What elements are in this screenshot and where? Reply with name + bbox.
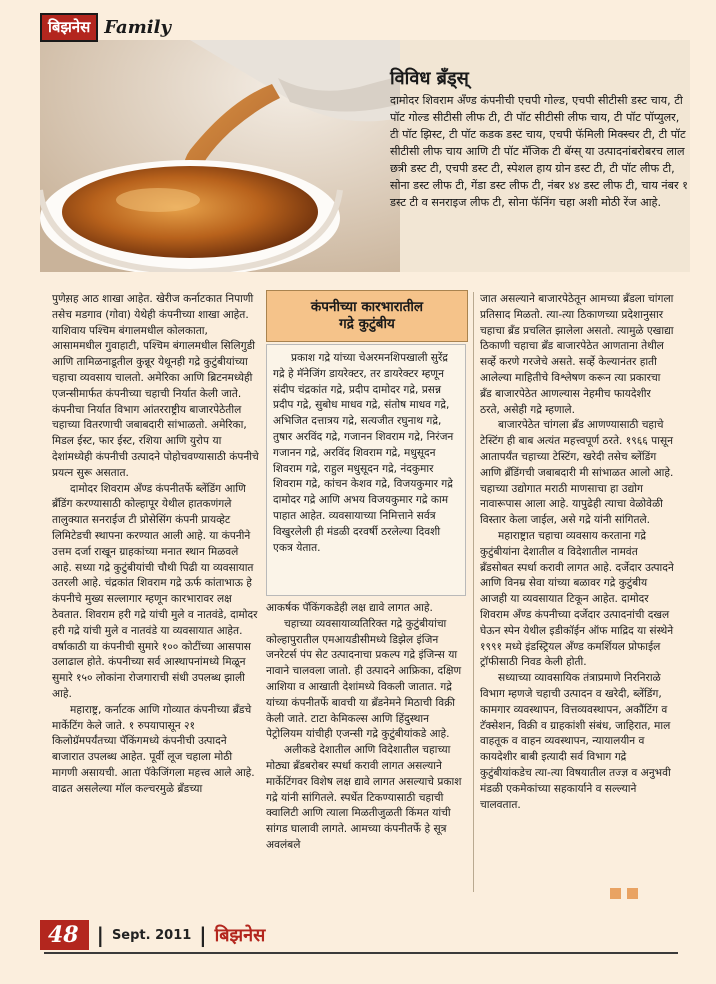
col1-paragraph-2: दामोदर शिवराम अँण्ड कंपनीतर्फे ब्लेंडिंग आणि ब्रँडिंग करण्यासाठी कोल्हापूर येथील हातकणंगले तालुक्यात सनराईज टी प्रोसेसिंग कंपनी प्रायव्हेट लिमिटेडची स्थापना करण्यात आली आहे. या कंपनीने उत्तम दर्जा राखून ग्राहकांच्या मनात स्थान मिळवले आहे. सध्या गद्रे कुटुंबीयांची चौथी पिढी या व्यवसायात उतरली आहे. चंद्रकांत शिवराम गद्रे ऊर्फ कांताभाऊ हे कंपनीचे मुख्य सल्लागार म्हणून कारभारावर लक्ष ठेवतात. शिवराम हरी गद्रे यांची मुले व नातवंडे, दामोदर हरी गद्रे यांची मुले व नातवंडे या व्यवसायात आहेत. वर्षाकाठी या कंपनीची सुमारे १०० कोटींच्या आसपास उलाढाल होते. कंपनीच्या सर्व आस्थापनांमध्ये मिळून सुमारे १५० लोकांना रोजगाराची संधी उपलब्ध झाली आहे. [52,482,258,700]
end-mark-square [610,888,621,899]
sidebar-box-heading [266,290,468,342]
col3-paragraph-1: जात असल्याने बाजारपेठेतून आमच्या ब्रँडला चांगला प्रतिसाद मिळतो. त्या-त्या ठिकाणच्या प्रदेशानुसार चहाचा ब्रँड प्रचलित झालेला असतो. त्यामुळे एखाद्या ठिकाणी चहाचा ब्रँड बाजारपेठेत आणताना तेथील सर्व्हे करणे गरजेचे असते. सर्व्हे केल्यानंतर हाती आलेल्या माहितीचे विश्लेषण करून त्या प्रकारचा ब्रँड बाजारपेठेत आणल्यास नेहमीच फायदेशीर ठरते, असेही गद्रे म्हणाले. [480,293,674,416]
column-1 [52,292,260,798]
footer-separator: | [96,923,104,947]
col1-paragraph-1: पुणेस़ह आठ शाखा आहेत. खेरीज कर्नाटकात निपाणी तसेच मडगाव (गोवा) येथेही कंपनीच्या शाखा आहेत. याशिवाय पश्चिम बंगालमधील कोलकाता, आसाममधील गुवाहाटी, पश्चिम बंगालमधील सिलिगुडी आणि तामिळनाडूतील कुन्नूर येथूनही गद्रे कुटुंबीयांच्या चहाचा व्यवसाय चालतो. अमेरिका आणि ब्रिटनमध्येही एजन्सीमार्फत कंपनीच्या चहाची निर्यात केली जाते. कंपनीचा निर्यात विभाग आंतरराष्ट्रीय बाजारपेठेतील चहाच्या वितरणाची जबाबदारी सांभाळतो. अमेरिका, मिडल ईस्ट, फार ईस्ट, रशिया आणि युरोप या देशांमध्येही कंपनीची उत्पादने पोहोचवण्यासाठी कंपनीचे प्रयत्न सुरू असतात. [52,293,259,479]
issue-date: Sept. 2011 [111,927,192,943]
page-footer [40,918,265,952]
masthead-brand: बिझनेस [40,13,98,42]
end-mark-square [627,888,638,899]
col3-paragraph-4: सध्याच्या व्यावसायिक तंत्राप्रमाणे निरनिराळे विभाग म्हणजे चहाची उत्पादन व खरेदी, ब्लेंडिंग, कामगार व्यवस्थापन, वित्तव्यवस्थापन, अकौंटिंग व टॅक्सेशन, विक्री व ग्राहकांशी संबंध, जाहिरात, माल वाहतूक व वाहन व्यवस्थापन, न्यायालयीन व कायदेशीर बाबी इत्यादी सर्व विभाग गद्रे कुटुंबीयांकडेच त्या-त्या विषयातील तज्ज्ञ व अनुभवी मंडळी एकमेकांच्या सहकार्याने व सल्ल्याने चालवतात. [480,672,671,811]
brands-title: विविध ब्रँड्स् [390,68,469,89]
footer-brand: बिझनेस [214,925,266,946]
tea-pouring-photo [40,40,400,272]
column-3 [480,292,674,813]
footer-rule [44,952,678,954]
sidebar-box-text: प्रकाश गद्रे यांच्या चेअरमनशिपखाली सुरेंद्र गद्रे हे मॅनेजिंग डायरेक्टर, तर डायरेक्टर म्हणून संदीप चंद्रकांत गद्रे, प्रदीप दामोदर गद्रे, प्रसन्न प्रदीप गद्रे, सुबोध माधव गद्रे, संतोष माधव गद्रे, अभिजित दत्तात्रय गद्रे, सत्यजीत रघुनाथ गद्रे, तुषार अरविंद गद्रे, गजानन शिवराम गद्रे, निरंजन गजानन गद्रे, अरविंद शिवराम गद्रे, मधुसूदन शिवराम गद्रे, राहुल मधुसूदन गद्रे, नंदकुमार शिवराम गद्रे, कांचन केशव गद्रे, विजयकुमार गद्रे दामोदर गद्रे आणि अभय विजयकुमार गद्रे काम पाहात आहेत. व्यवसायाच्या निमित्ताने सर्वत्र विखुरलेली ही मंडळी दरवर्षी ठरलेल्या दिवशी एकत्र येतात. [273,352,454,554]
column-divider [473,292,474,892]
column-2 [266,601,466,854]
page-number: 48 [40,920,89,950]
col1-paragraph-3: महाराष्ट्र, कर्नाटक आणि गोव्यात कंपनीच्या ब्रँडचे मार्केटिंग केले जाते. १ रुपयापासून २१ किलोग्रॅमपर्यंतच्या पॅकिंगमध्ये कंपनीची उत्पादने बाजारात उपलब्ध आहेत. पूर्वी लूज चहाला मोठी मागणी असायची. आता पॅकेजिंगला महत्त्व आले आहे. वाढत असलेल्या मॉल कल्चरमुळे ब्रँडच्या [52,703,255,795]
hero-section [40,40,690,272]
sidebar-box-heading-line2: गद्रे कुटुंबीय [339,316,395,332]
col2-paragraph-1: आकर्षक पॅकिंगकडेही लक्ष द्यावे लागत आहे. [266,602,433,614]
end-mark-squares [610,888,638,899]
footer-separator-2: | [199,923,207,947]
col2-paragraph-3: अलीकडे देशातील आणि विदेशातील चहाच्या मोठ्या ब्रँडबरोबर स्पर्धा करावी लागत असल्याने मार्केटिंगवर विशेष लक्ष द्यावे लागत असल्याचे प्रकाश गद्रे यांनी सांगितले. स्पर्धेत टिकण्यासाठी चहाची क्वालिटी आणि त्याला मिळतीजुळती किंमत यांची सांगड घालावी लागते. आमच्या कंपनीतर्फे हे सूत्र अवलंबले [266,744,462,851]
brands-text: दामोदर शिवराम अँण्ड कंपनीची एचपी गोल्ड, एचपी सीटीसी डस्ट चाय, टी पॉट गोल्ड सीटीसी लीफ टी, टी पॉट सीटीसी लीफ चाय, टी पॉट पॉप्युलर, टी पॉट झिस्ट, टी पॉट कडक डस्ट चाय, एचपी फॅमिली मिक्स्चर टी, टी पॉट सीटीसी लीफ चाय आणि टी पॉट मॅजिक टी बॅग्स् या उत्पादनांबरोबरच लाल छत्री डस्ट टी, एचपी डस्ट टी, स्पेशल हाय ग्रोन डस्ट टी, टी पॉट लीफ टी, सोना डस्ट लीफ टी, गेंडा डस्ट लीफ टी, नंबर ४४ डस्ट लीफ टी, चाय नंबर १ डस्ट टी व सनराइज लीफ टी, सोना फॅनिंग चहा अशी मोठी रेंज आहे. [390,94,688,209]
col3-paragraph-3: महाराष्ट्रात चहाचा व्यवसाय करताना गद्रे कुटुंबीयांना देशातील व विदेशातील नामवंत ब्रँडसोबत स्पर्धा करावी लागत आहे. दर्जेदार उत्पादने आणि विनम्र सेवा यांच्या बळावर गद्रे कुटुंबीय आजही या व्यवसायात टिकून आहेत. दामोदर शिवराम अँण्ड कंपनीच्या दर्जेदार उत्पादनांची दखल घेऊन स्पेन येथील इडीकॉईन ऑफ माद्रिद या संस्थेने १९९१ मध्ये इंडस्ट्रियल अँण्ड कमर्शियल प्रोफाईल ट्रॉफीसाठी निवड केली होती. [480,529,674,669]
col2-paragraph-2: चहाच्या व्यवसायाव्यतिरिक्त गद्रे कुटुंबीयांचा कोल्हापुरातील एमआयडीसीमध्ये डिझेल इंजिन जनरेटर्स पंप सेट उत्पादनाचा प्रकल्प गद्रे इंजिन्स या नावाने चालवला जातो. ही उत्पादने आफ्रिका, दक्षिण आशिया व आखाती देशांमध्ये विकली जातात. गद्रे यांच्या कंपनीतर्फे बावची या ब्रँडनेमने मिठाची विक्री केली जाते. टाटा केमिकल्स आणि हिंदुस्थान पेट्रोलियम यांचीही एजन्सी गद्रे कुटुंबीयांकडे आहे. [266,617,462,741]
sidebar-box [266,344,466,596]
brands-section [390,66,690,211]
masthead [40,14,171,40]
masthead-section: Family [104,16,171,38]
sidebar-box-heading-line1: कंपनीच्या कारभारातील [310,299,424,315]
col3-paragraph-2: बाजारपेठेत चांगला ब्रँड आणण्यासाठी चहाचे टेस्टिंग ही बाब अत्यंत महत्त्वपूर्ण ठरते. १९६६ पासून आतापर्यंत चहाच्या टेस्टिंग, खरेदी तसेच ब्लेंडिंग आणि ब्रँडिंगची जबाबदारी मी सांभाळत आलो आहे. चहाच्या उद्योगात मराठी माणसाचा हा उद्योग नावारूपास आला आहे. यापुढेही त्याचा वेळोवेळी विस्तार केला जाईल, असे गद्रे यांनी सांगितले. [480,419,674,527]
